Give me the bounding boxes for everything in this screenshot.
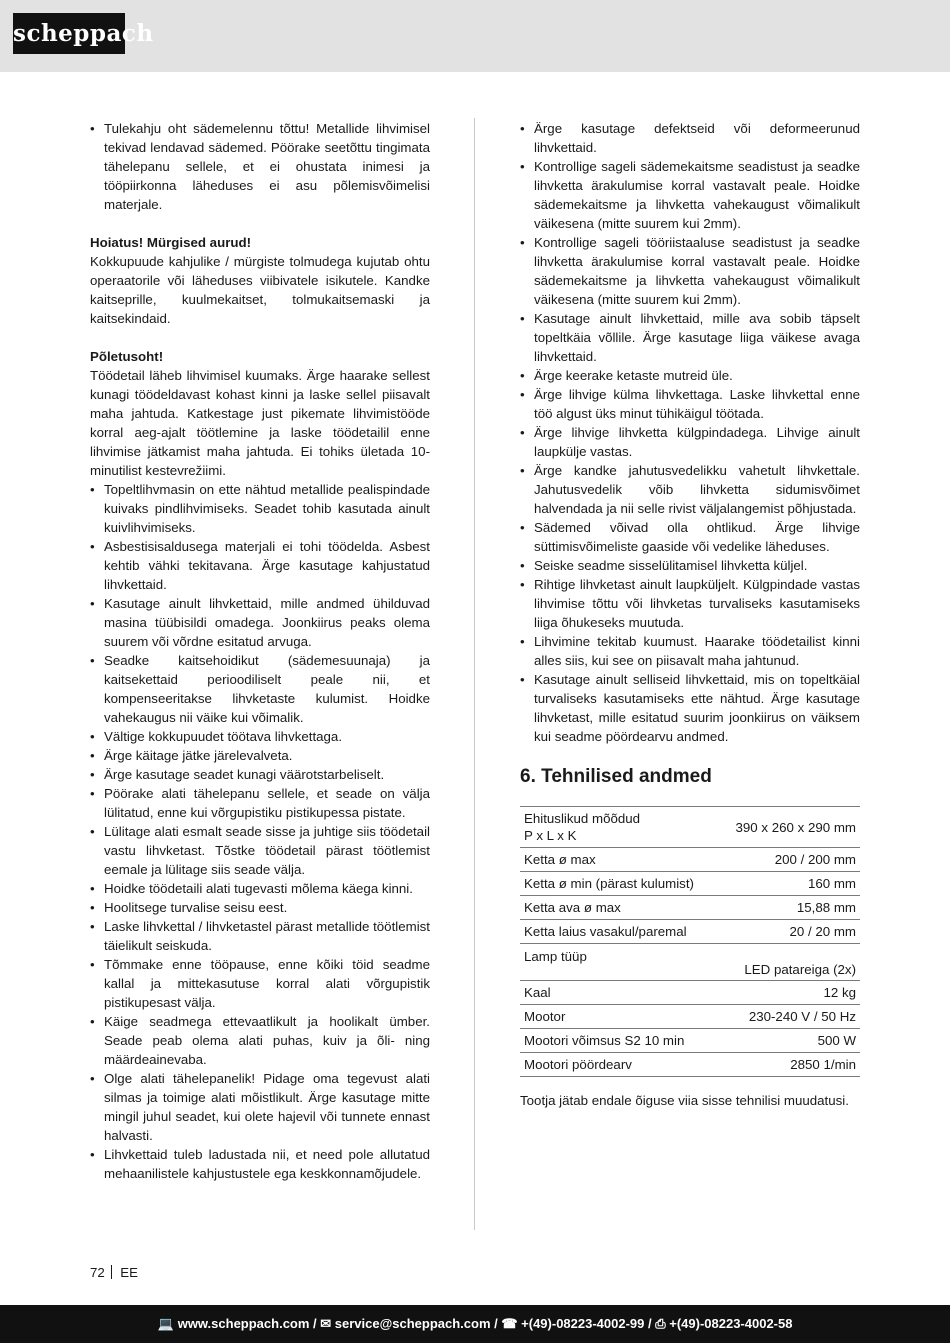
brand-logo: scheppach	[13, 13, 125, 54]
column-divider	[474, 118, 475, 1230]
intro-bullet-list	[90, 119, 430, 214]
list-item: • Hoidke töödetaili alati tugevasti mõlema käega kinni.	[90, 879, 430, 898]
spec-value: 2850 1/min	[717, 1053, 860, 1077]
warning-text: Kokkupuude kahjulike / mürgiste tolmudega kujutab ohtu operaatorile või läheduses viibivatele isikutele. Kandke kaitseprille, kuulmekaitset, tolmukaitsemaski ja kaitsekindaid.	[90, 254, 430, 326]
list-item: • Lihvkettaid tuleb ladustada nii, et need pole allutatud mehaanilistele kahjustustele ega keskkonnamõjudele.	[90, 1145, 430, 1183]
table-row	[520, 1053, 860, 1077]
spec-label: Kaal	[520, 981, 717, 1005]
right-column	[520, 119, 860, 1110]
section-title-tech-data: 6. Tehnilised andmed	[520, 766, 712, 787]
list-item: • Kontrollige sageli tööriistaaluse seadistust ja seadke lihvketta ärakulumise korral vastavalt peale. Hoidke sädemekaitsme ja lihvketta vahekaugust võimalikult väikesena (mitte suurem kui 2mm).	[520, 233, 860, 309]
table-row	[520, 981, 860, 1005]
left-bullet-list	[90, 480, 430, 1183]
spec-label: Mootori pöördearv	[520, 1053, 717, 1077]
spec-value: 160 mm	[717, 872, 860, 896]
spec-value: LED patareiga (2x)	[717, 944, 860, 981]
spec-label: Ketta ø min (pärast kulumist)	[520, 872, 717, 896]
spec-table	[520, 806, 860, 1077]
spec-label-line: Ehituslikud mõõdud	[524, 811, 641, 826]
list-item: • Ärge kandke jahutusvedelikku vahetult lihvkettale. Jahutusvedelik võib lihvketta sidumisvõimet halvendada ja nii selle rivist väljalangemist põhjustada.	[520, 461, 860, 518]
list-item: • Olge alati tähelepanelik! Pidage oma tegevust alati silmas ja toimige alati mõistlikult. Ärge kasutage mitte mingil juhul seadet, kui olete hajevil või tunnete ennast halvasti.	[90, 1069, 430, 1145]
table-row	[520, 807, 860, 848]
spec-label: Ketta ø max	[520, 848, 717, 872]
burn-heading: Põletusoht!	[90, 349, 164, 364]
spec-label: Ketta ava ø max	[520, 896, 717, 920]
spec-value: 390 x 260 x 290 mm	[717, 807, 860, 848]
table-row	[520, 1029, 860, 1053]
list-item: • Kasutage ainult lihvkettaid, mille andmed ühilduvad masina tüübisildi omadega. Joonkiirus peaks olema suurem või võrdne esitatud arvuga.	[90, 594, 430, 651]
page-number-area	[90, 1265, 138, 1280]
spec-value: 20 / 20 mm	[717, 920, 860, 944]
contact-line: www.scheppach.com / ✉ service@scheppach.com / ☎ +(49)-08223-4002-99 / ⎙ +(49)-08223-4002-58	[177, 1316, 793, 1331]
list-item: • Seadke kaitsehoidikut (sädemesuunaja) ja kaitsekettaid perioodiliselt peale nii, et kompenseeritakse lihvketaste kulumist. Hoidke vahekaugus nii väike kui võimalik.	[90, 651, 430, 727]
list-item: • Pöörake alati tähelepanu sellele, et seade on välja lülitatud, enne kui võrgupistiku pistikupessa pistate.	[90, 784, 430, 822]
spec-label: Lamp tüüp	[520, 944, 717, 981]
list-item: • Rihtige lihvketast ainult laupküljelt. Külgpindade vastas lihvimise tõttu või lihvketas turvaliseks kasutamiseks liiga õhukeseks muutuda.	[520, 575, 860, 632]
list-item: • Ärge keerake ketaste mutreid üle.	[520, 366, 860, 385]
spec-label: Mootori võimsus S2 10 min	[520, 1029, 717, 1053]
warning-heading: Hoiatus! Mürgised aurud!	[90, 235, 252, 250]
list-item: • Hoolitsege turvalise seisu eest.	[90, 898, 430, 917]
spec-value: 230-240 V / 50 Hz	[717, 1005, 860, 1029]
table-row	[520, 1005, 860, 1029]
list-item: • Käige seadmega ettevaatlikult ja hoolikalt ümber. Seade peab olema alati puhas, kuiv ja õli- ning määrdeainevaba.	[90, 1012, 430, 1069]
list-item: • Lihvimine tekitab kuumust. Haarake töödetailist kinni alles siis, kui see on piisavalt maha jahtunud.	[520, 632, 860, 670]
spec-label	[520, 807, 717, 848]
spec-value: 12 kg	[717, 981, 860, 1005]
list-item: • Ärge lihvige lihvketta külgpindadega. Lihvige ainult laupkülje vastas.	[520, 423, 860, 461]
table-row	[520, 848, 860, 872]
table-row	[520, 896, 860, 920]
header-band	[0, 0, 950, 72]
list-item: • Laske lihvkettal / lihvketastel pärast metallide töötlemist täielikult seiskuda.	[90, 917, 430, 955]
spec-value: 200 / 200 mm	[717, 848, 860, 872]
spec-label: Ketta laius vasakul/paremal	[520, 920, 717, 944]
burn-text: Töödetail läheb lihvimisel kuumaks. Ärge haarake sellest kunagi töödeldavast kohast kinni ja laske sellel piisavalt maha jahtuda. Katkestage just pikemate lihvimistööde korral aeg-ajalt töötlemine ja laske töödetailil enne lihvimise jätkamist maha jahtuda. Ei tohiks ületada 10-minutilist kestevrežiimi.	[90, 368, 430, 478]
left-column	[90, 119, 430, 1183]
list-item: • Ärge käitage jätke järelevalveta.	[90, 746, 430, 765]
list-item: • Tulekahju oht sädemelennu tõttu! Metallide lihvimisel tekivad lendavad sädemed. Pöörake seetõttu tingimata tähelepanu sellele, et ei ohustata inimesi ja tööpiirkonna läheduses ei asu põlemisvõimelisi materjale.	[90, 119, 430, 214]
page-separator	[111, 1265, 113, 1279]
list-item: • Topeltlihvmasin on ette nähtud metallide pealispindade kuivaks pindlihvimiseks. Seadet tohib kasutada ainult kuivlihvimiseks.	[90, 480, 430, 537]
list-item: • Tõmmake enne tööpause, enne kõiki töid seadme kallal ja mittekasutuse korral alati võrgupistik pistikupesast välja.	[90, 955, 430, 1012]
table-row	[520, 920, 860, 944]
list-item: • Kontrollige sageli sädemekaitsme seadistust ja seadke lihvketta ärakulumise korral vastavalt peale. Hoidke sädemekaitsme ja lihvketta vahekaugust võimalikult väikesena (mitte suurem kui 2mm).	[520, 157, 860, 233]
language-code: EE	[120, 1265, 139, 1280]
list-item: • Kasutage ainult lihvkettaid, mille ava sobib täpselt topeltkäia võllile. Ärge kasutage liiga väikese avaga lihvkettaid.	[520, 309, 860, 366]
spec-label-line: P x L x K	[524, 828, 577, 843]
list-item: • Ärge kasutage seadet kunagi väärotstarbeliselt.	[90, 765, 430, 784]
spec-label: Mootor	[520, 1005, 717, 1029]
spec-value: 500 W	[717, 1029, 860, 1053]
computer-icon: 💻	[157, 1316, 174, 1331]
list-item: • Asbestisisaldusega materjali ei tohi töödelda. Asbest kehtib vähki tekitavana. Ärge kasutage kahjustatud lihvkettaid.	[90, 537, 430, 594]
list-item: • Sädemed võivad olla ohtlikud. Ärge lihvige süttimisvõimeliste gaaside või vedelike läheduses.	[520, 518, 860, 556]
list-item: • Vältige kokkupuudet töötava lihvkettaga.	[90, 727, 430, 746]
list-item: • Seiske seadme sisselülitamisel lihvketta küljel.	[520, 556, 860, 575]
right-bullet-list	[520, 119, 860, 746]
table-row	[520, 872, 860, 896]
page-number: 72	[90, 1265, 105, 1280]
list-item: • Lülitage alati esmalt seade sisse ja juhtige siis töödetail vastu lihvketast. Tõstke töödetail pärast töötlemist eemale ja lülitage siis seade välja.	[90, 822, 430, 879]
list-item: • Kasutage ainult selliseid lihvkettaid, mis on topeltkäial turvaliseks kasutamiseks ette nähtud. Ärge kasutage lihvketast, mille esitatud suurim joonkiirus on väiksem kui seadme pöördearvu andmed.	[520, 670, 860, 746]
table-row	[520, 944, 860, 981]
spec-value: 15,88 mm	[717, 896, 860, 920]
contact-footer	[0, 1305, 950, 1343]
list-item: • Ärge lihvige külma lihvkettaga. Laske lihvkettal enne töö algust üks minut tühikäigul töötada.	[520, 385, 860, 423]
change-notice: Tootja jätab endale õiguse viia sisse tehnilisi muudatusi.	[520, 1093, 849, 1108]
list-item: • Ärge kasutage defektseid või deformeerunud lihvkettaid.	[520, 119, 860, 157]
